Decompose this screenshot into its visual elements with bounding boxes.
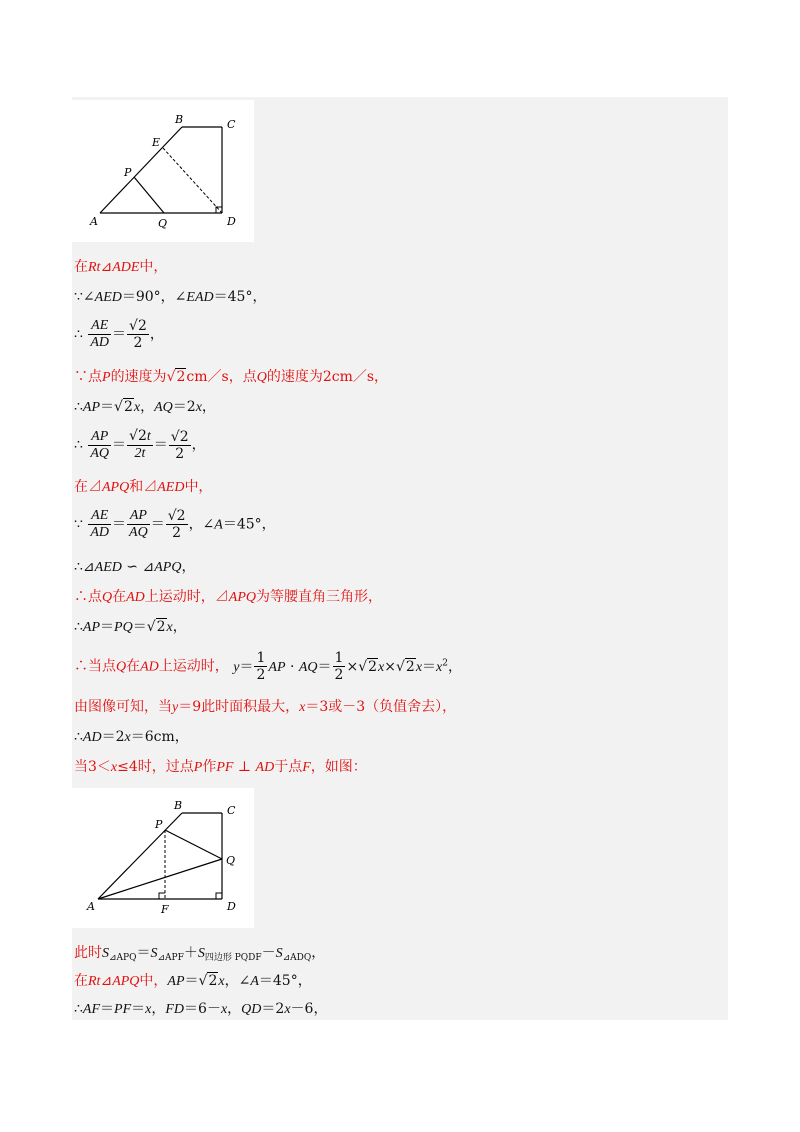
text: ＝ — [131, 1001, 146, 1017]
text: ＝ — [112, 516, 127, 533]
text: ＝9此时面积最大， — [178, 699, 300, 715]
fraction: $\frac{√2}{2}$ — [167, 508, 186, 541]
line-15 — [74, 758, 367, 777]
text: A — [250, 974, 259, 989]
radicand: 2 — [368, 658, 378, 675]
text: t — [146, 429, 151, 444]
text: AP — [167, 974, 185, 989]
text: ∴ — [74, 326, 83, 343]
text: 四边形 PQDF — [204, 953, 262, 963]
text: y — [233, 659, 240, 675]
text: 在⊿ — [74, 479, 102, 495]
text: 中， — [139, 259, 168, 275]
text: x — [415, 659, 423, 675]
text: FD — [165, 1002, 185, 1017]
text: Rt — [88, 974, 101, 989]
text: ⊥ — [237, 759, 252, 775]
label-P: P — [124, 166, 132, 179]
line-11 — [74, 618, 187, 637]
text: ＝6－ — [184, 1001, 221, 1017]
text: ＝ — [184, 973, 199, 989]
text: 中， — [139, 973, 168, 989]
text: ＝ — [112, 437, 127, 453]
text: PF — [216, 760, 234, 775]
text: AD — [255, 760, 275, 775]
sqrt: √2 — [198, 973, 218, 989]
text: ∴ — [74, 729, 83, 745]
line-17 — [74, 972, 312, 991]
label-A: A — [87, 900, 95, 913]
text: ＝45°， — [213, 289, 267, 305]
text: AD — [140, 659, 159, 675]
radicand: 2 — [176, 369, 186, 385]
line-14 — [74, 728, 189, 747]
label-P: P — [155, 818, 163, 831]
radicand: 2 — [156, 619, 166, 635]
fraction — [88, 508, 111, 541]
line-2 — [74, 288, 266, 307]
text: AP — [268, 659, 286, 675]
text: ⊿ — [100, 973, 113, 989]
text: PF — [114, 1002, 132, 1017]
sqrt: √2 — [358, 658, 378, 675]
text: ∴ — [74, 619, 83, 635]
radicand: 2 — [137, 428, 147, 444]
text: ∵点 — [74, 369, 102, 385]
text: x — [166, 620, 173, 635]
text: 于点 — [274, 759, 303, 775]
text: Q — [256, 370, 267, 385]
text: ＝ — [100, 1001, 115, 1017]
text: F — [302, 760, 311, 775]
figure-2-svg — [72, 788, 254, 928]
fraction — [88, 318, 111, 351]
text: ⊿ — [100, 259, 113, 275]
text: ∴点 — [74, 589, 102, 605]
text: ＝2 — [172, 399, 196, 415]
numerator: 1 — [256, 650, 266, 666]
text: AED — [94, 290, 122, 305]
text: ， — [201, 399, 216, 415]
text: x — [124, 730, 131, 745]
text: 的速度为 — [110, 369, 167, 385]
text: AD — [126, 590, 145, 605]
line-12 — [74, 650, 462, 683]
text: ＝6cm， — [130, 729, 189, 745]
denominator: AD — [90, 335, 110, 350]
text: － — [261, 945, 276, 961]
line-1 — [74, 258, 167, 277]
text: ＝3或－3（负值舍去）， — [305, 699, 457, 715]
label-C: C — [227, 804, 236, 817]
text: 上运动时，⊿ — [144, 589, 229, 605]
text: －6， — [290, 1001, 328, 1017]
fraction: $\frac{√2}{2}$ — [129, 318, 147, 351]
text: APQ — [112, 974, 140, 989]
text: AP — [82, 620, 101, 635]
denominator: 2 — [175, 445, 185, 462]
text: AF — [82, 1002, 101, 1017]
label-Q: Q — [158, 217, 168, 230]
text: S — [197, 946, 205, 961]
text: ≤4时，过点 — [117, 759, 194, 775]
text: Rt — [88, 260, 101, 275]
label-A: A — [90, 215, 98, 228]
text: ＝ — [112, 326, 127, 343]
text: ＝45°， — [222, 516, 276, 533]
text: ＝ — [239, 658, 254, 675]
label-B: B — [175, 113, 184, 126]
text: ∽ ⊿ — [121, 559, 155, 575]
line-18 — [74, 1000, 327, 1019]
text: EAD — [186, 290, 214, 305]
label-E: E — [152, 136, 161, 149]
text: ＝2 — [261, 1001, 285, 1017]
text: ＝ — [150, 516, 165, 533]
fraction — [88, 429, 111, 462]
text: ＝2 — [101, 729, 125, 745]
label-Q: Q — [226, 854, 236, 867]
text: ， — [181, 559, 196, 575]
text: ∵ — [74, 516, 83, 533]
numerator: AE — [88, 508, 111, 525]
denominator: AQ — [129, 525, 148, 540]
text: ， — [149, 326, 164, 343]
denominator: 2 — [334, 667, 344, 683]
sqrt: √2 — [166, 369, 186, 385]
text: ， — [140, 399, 155, 415]
text: ADE — [112, 260, 140, 275]
denominator: 2 — [256, 667, 266, 683]
text: ⊿APF — [157, 953, 184, 963]
line-10 — [74, 588, 382, 607]
text: x — [284, 1002, 291, 1017]
text: S — [150, 946, 158, 961]
text: ＝90°，∠ — [121, 289, 187, 305]
text: 在 — [74, 259, 88, 275]
sqrt: √2 — [146, 619, 166, 635]
text: P — [102, 370, 111, 385]
text: AED — [94, 560, 122, 575]
denominator: AD — [90, 525, 110, 540]
geometry-figure-2 — [72, 788, 254, 928]
text: ， — [227, 1001, 242, 1017]
text: ， — [191, 437, 206, 453]
radicand: 2 — [123, 399, 133, 415]
text: AQ — [154, 400, 173, 415]
text: S — [102, 946, 109, 961]
text: ＝ — [100, 399, 115, 415]
text: 和⊿ — [129, 479, 158, 495]
text: ， — [311, 945, 326, 961]
text: ∴⊿ — [74, 559, 95, 575]
line-8 — [74, 508, 276, 541]
text: · — [289, 658, 295, 675]
text: 作 — [202, 759, 217, 775]
text: x — [220, 1002, 228, 1017]
text: 中， — [184, 479, 213, 495]
text: ＝ — [317, 658, 332, 675]
denominator: 2 — [172, 525, 182, 541]
text: 在 — [126, 658, 141, 675]
radicand: 2 — [179, 428, 189, 445]
text: x — [378, 659, 385, 675]
geometry-figure-1 — [72, 100, 254, 242]
text: S — [275, 946, 283, 961]
text: ，∠ — [224, 973, 251, 989]
text: 在 — [112, 589, 127, 605]
text: ，如图： — [310, 759, 367, 775]
line-7 — [74, 478, 212, 497]
text: ⊿ADQ — [282, 953, 312, 963]
sqrt: √2 — [114, 399, 133, 415]
text: AD — [82, 730, 102, 745]
label-C: C — [227, 118, 236, 131]
text: x — [195, 400, 202, 415]
fraction: $\frac{√2}{2}$ — [170, 428, 189, 462]
radicand: 2 — [176, 508, 186, 524]
figure-1-svg — [72, 100, 254, 242]
fraction: $\frac{√2t}{2t}$ — [129, 428, 151, 461]
numerator: AE — [88, 318, 111, 335]
text: ＝ — [153, 437, 168, 453]
text: × — [346, 658, 359, 675]
text: QD — [241, 1002, 262, 1017]
text: ∴ — [74, 1001, 83, 1017]
text: 2 — [442, 657, 448, 668]
label-F: F — [161, 903, 169, 916]
text: AQ — [298, 659, 318, 675]
text: x — [133, 400, 141, 415]
text: PQ — [114, 620, 133, 635]
numerator: AP — [127, 508, 150, 525]
text: ∴ — [74, 399, 83, 415]
text: ⊿APQ — [109, 953, 137, 963]
text: ，∠ — [188, 516, 215, 533]
text: Q — [116, 659, 127, 675]
text: y — [172, 700, 179, 715]
text: ∵∠ — [74, 289, 95, 305]
text: x — [299, 700, 306, 715]
text: ＝ — [422, 658, 437, 675]
text: P — [193, 760, 203, 775]
text: x — [218, 974, 225, 989]
text: x — [110, 760, 118, 775]
text: ， — [151, 1001, 166, 1017]
line-9 — [74, 558, 195, 577]
denominator: 2t — [134, 446, 146, 461]
text: A — [214, 517, 223, 533]
denominator: AQ — [90, 445, 110, 461]
line-16 — [74, 944, 325, 967]
text: x — [145, 1002, 152, 1017]
denominator: 2 — [133, 335, 143, 351]
text: ， — [172, 619, 187, 635]
label-D: D — [227, 215, 236, 228]
text: AP — [82, 400, 101, 415]
text: ∴ — [74, 437, 83, 453]
numerator: 1 — [334, 650, 344, 666]
fraction — [333, 650, 346, 683]
text: APQ — [154, 560, 182, 575]
text: 当3＜ — [74, 759, 111, 775]
text: ＝ — [100, 619, 115, 635]
text: 此时 — [74, 945, 102, 961]
line-5 — [74, 398, 216, 417]
numerator: AP — [88, 429, 111, 446]
text: 由图像可知，当 — [74, 699, 172, 715]
text: 在 — [74, 973, 88, 989]
label-B: B — [174, 799, 183, 812]
line-4 — [74, 368, 388, 387]
text: ∴当点 — [74, 658, 116, 675]
text: x — [436, 659, 443, 675]
line-6 — [74, 428, 206, 462]
fraction — [127, 508, 150, 541]
text: ＝45°， — [258, 973, 312, 989]
text: ＝ — [136, 945, 151, 961]
text: 的速度为2cm／s， — [266, 369, 389, 385]
sqrt: √2 — [395, 658, 415, 675]
text: cm／s，点 — [186, 369, 257, 385]
line-13 — [74, 698, 456, 717]
text: APQ — [102, 480, 130, 495]
text: ， — [448, 658, 462, 675]
text: 上运动时， — [158, 658, 229, 675]
text: Q — [102, 590, 113, 605]
text: ＋ — [183, 945, 198, 961]
text: APQ — [228, 590, 257, 605]
line-3 — [74, 318, 164, 351]
text: ＝ — [132, 619, 147, 635]
fraction — [254, 650, 267, 683]
text: AED — [157, 480, 185, 495]
radicand: 2 — [137, 318, 147, 334]
radicand: 2 — [208, 973, 218, 989]
radicand: 2 — [405, 658, 415, 675]
text: 为等腰直角三角形， — [256, 589, 383, 605]
label-D: D — [227, 900, 236, 913]
text: × — [384, 658, 396, 675]
